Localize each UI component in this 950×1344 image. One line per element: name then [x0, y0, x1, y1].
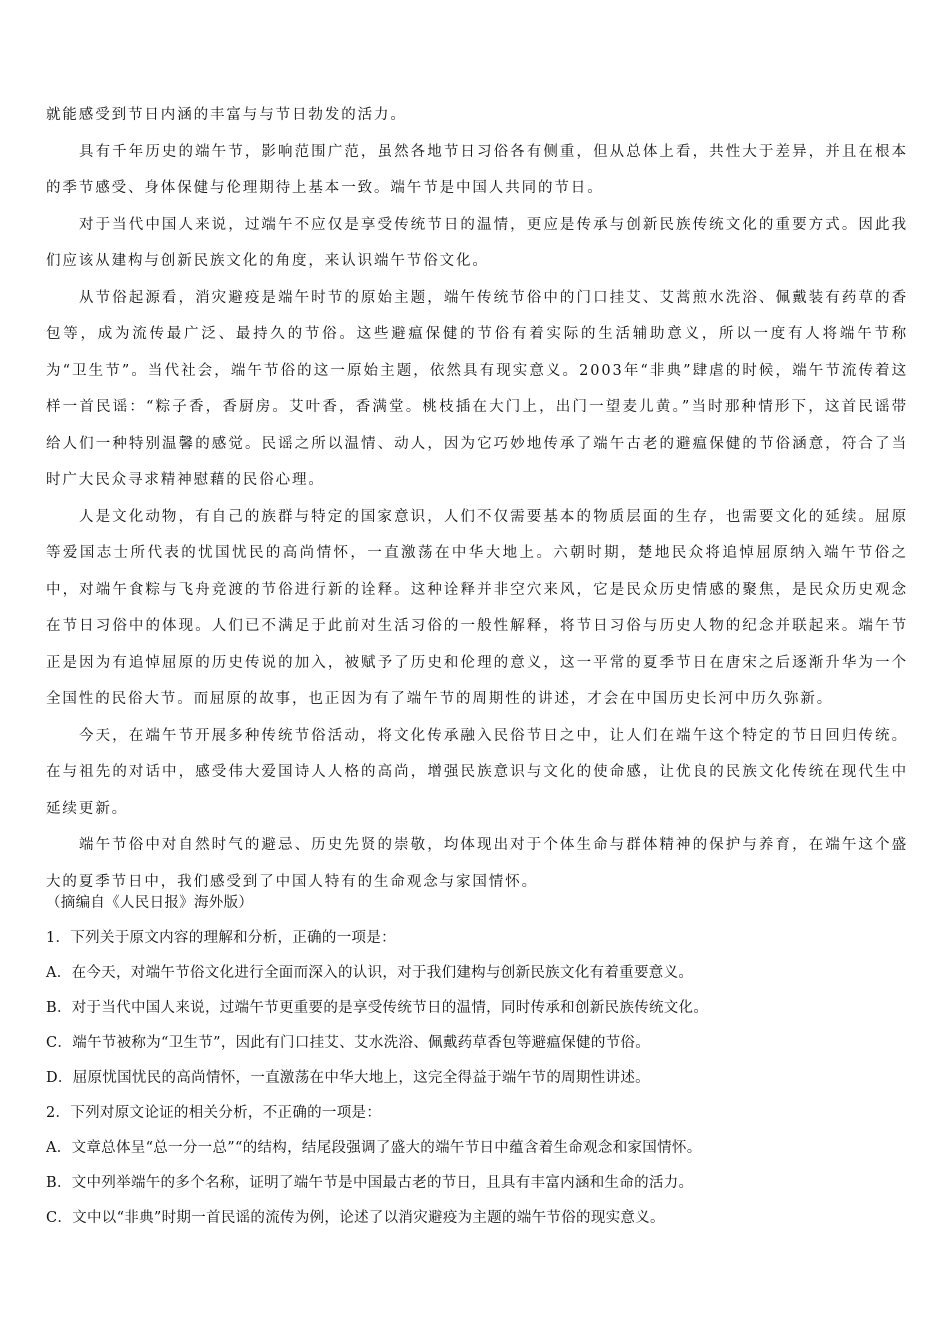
- question-2-option-c: C．文中以“非典”时期一首民谣的流传为例，论述了以消灾避疫为主题的端午节俗的现实意义。: [46, 1210, 665, 1226]
- article-paragraph-6: 今天，在端午节开展多种传统节俗活动，将文化传承融入民俗节日之中，让人们在端午这个特定的节日回归传统。在与祖先的对话中，感受伟大爱国诗人人格的高尚，增强民族意识与文化的使命感，让优良的民族文化传统在现代生中延续更新。: [46, 727, 908, 817]
- question-1-option-c: C．端午节被称为“卫生节”，因此有门口挂艾、艾水洗浴、佩戴药草香包等避瘟保健的节俗。: [46, 1035, 651, 1051]
- article-paragraph-7: 端午节俗中对自然时气的避忌、历史先贤的崇敬，均体现出对于个体生命与群体精神的保护与养育，在端午这个盛大的夏季节日中，我们感受到了中国人特有的生命观念与家国情怀。: [46, 837, 908, 890]
- question-1-option-d: D．屈原忧国忧民的高尚情怀，一直激荡在中华大地上，这完全得益于端午节的周期性讲述。: [46, 1070, 650, 1086]
- article-paragraph-5: 人是文化动物，有自己的族群与特定的国家意识，人们不仅需要基本的物质层面的生存，也需要文化的延续。屈原等爱国志士所代表的忧国忧民的高尚情怀，一直激荡在中华大地上。六朝时期，楚地民众将追悼屈原纳入端午节俗之中，对端午食粽与飞舟竞渡的节俗进行新的诠释。这种诠释并非空穴来风，它是民众历史情感的聚焦，是民众历史观念在节日习俗中的体现。人们已不满足于此前对生活习俗的一般性解释，将节日习俗与历史人物的纪念并联起来。端午节正是因为有追悼屈原的历史传说的加入，被赋予了历史和伦理的意义，这一平常的夏季节日在唐宋之后逐渐升华为一个全国性的民俗大节。而屈原的故事，也正因为有了端午节的周期性的讲述，才会在中国历史长河中历久弥新。: [46, 508, 908, 707]
- article-body: [46, 97, 908, 900]
- question-2-option-a: A．文章总体呈“总一分一总”“的结构，结尾段强调了盛大的端午节日中蕴含着生命观念和家国情怀。: [46, 1140, 702, 1156]
- question-1-option-a: A．在今天，对端午节俗文化进行全面而深入的认识，对于我们建构与创新民族文化有着重要意义。: [46, 965, 694, 981]
- question-2-option-b: B．文中列举端午的多个名称，证明了端午节是中国最古老的节日，且具有丰富内涵和生命的活力。: [46, 1175, 694, 1191]
- questions-section: [46, 886, 908, 1236]
- article-paragraph-1: 就能感受到节日内涵的丰富与与节日勃发的活力。: [46, 107, 407, 123]
- article-paragraph-2: 具有千年历史的端午节，影响范围广范，虽然各地节日习俗各有侧重，但从总体上看，共性大于差异，并且在根本的季节感受、身体保健与伦理期待上基本一致。端午节是中国人共同的节日。: [46, 143, 908, 196]
- question-2-stem: 2．下列对原文论证的相关分析，不正确的一项是：: [46, 1105, 382, 1121]
- article-paragraph-3: 对于当代中国人来说，过端午不应仅是享受传统节日的温情，更应是传承与创新民族传统文化的重要方式。因此我们应该从建构与创新民族文化的角度，来认识端午节俗文化。: [46, 216, 908, 269]
- source-citation: （摘编自《人民日报》海外版）: [46, 895, 254, 911]
- article-paragraph-4: 从节俗起源看，消灾避疫是端午时节的原始主题，端午传统节俗中的门口挂艾、艾蒿煎水洗浴、佩戴装有药草的香包等，成为流传最广泛、最持久的节俗。这些避瘟保健的节俗有着实际的生活辅助意义，所以一度有人将端午节称为“卫生节”。当代社会，端午节俗的这一原始主题，依然具有现实意义。2003年“非典”肆虐的时候，端午节流传着这样一首民谣：“粽子香，香厨房。艾叶香，香满堂。桃枝插在大门上，出门一望麦儿黄。”当时那种情形下，这首民谣带给人们一种特别温馨的感觉。民谣之所以温情、动人，因为它巧妙地传承了端午古老的避瘟保健的节俗涵意，符合了当时广大民众寻求精神慰藉的民俗心理。: [46, 289, 908, 488]
- question-1-option-b: B．对于当代中国人来说，过端午节更重要的是享受传统节日的温情，同时传承和创新民族传统文化。: [46, 1000, 709, 1016]
- question-1-stem: 1．下列关于原文内容的理解和分析，正确的一项是：: [46, 930, 396, 946]
